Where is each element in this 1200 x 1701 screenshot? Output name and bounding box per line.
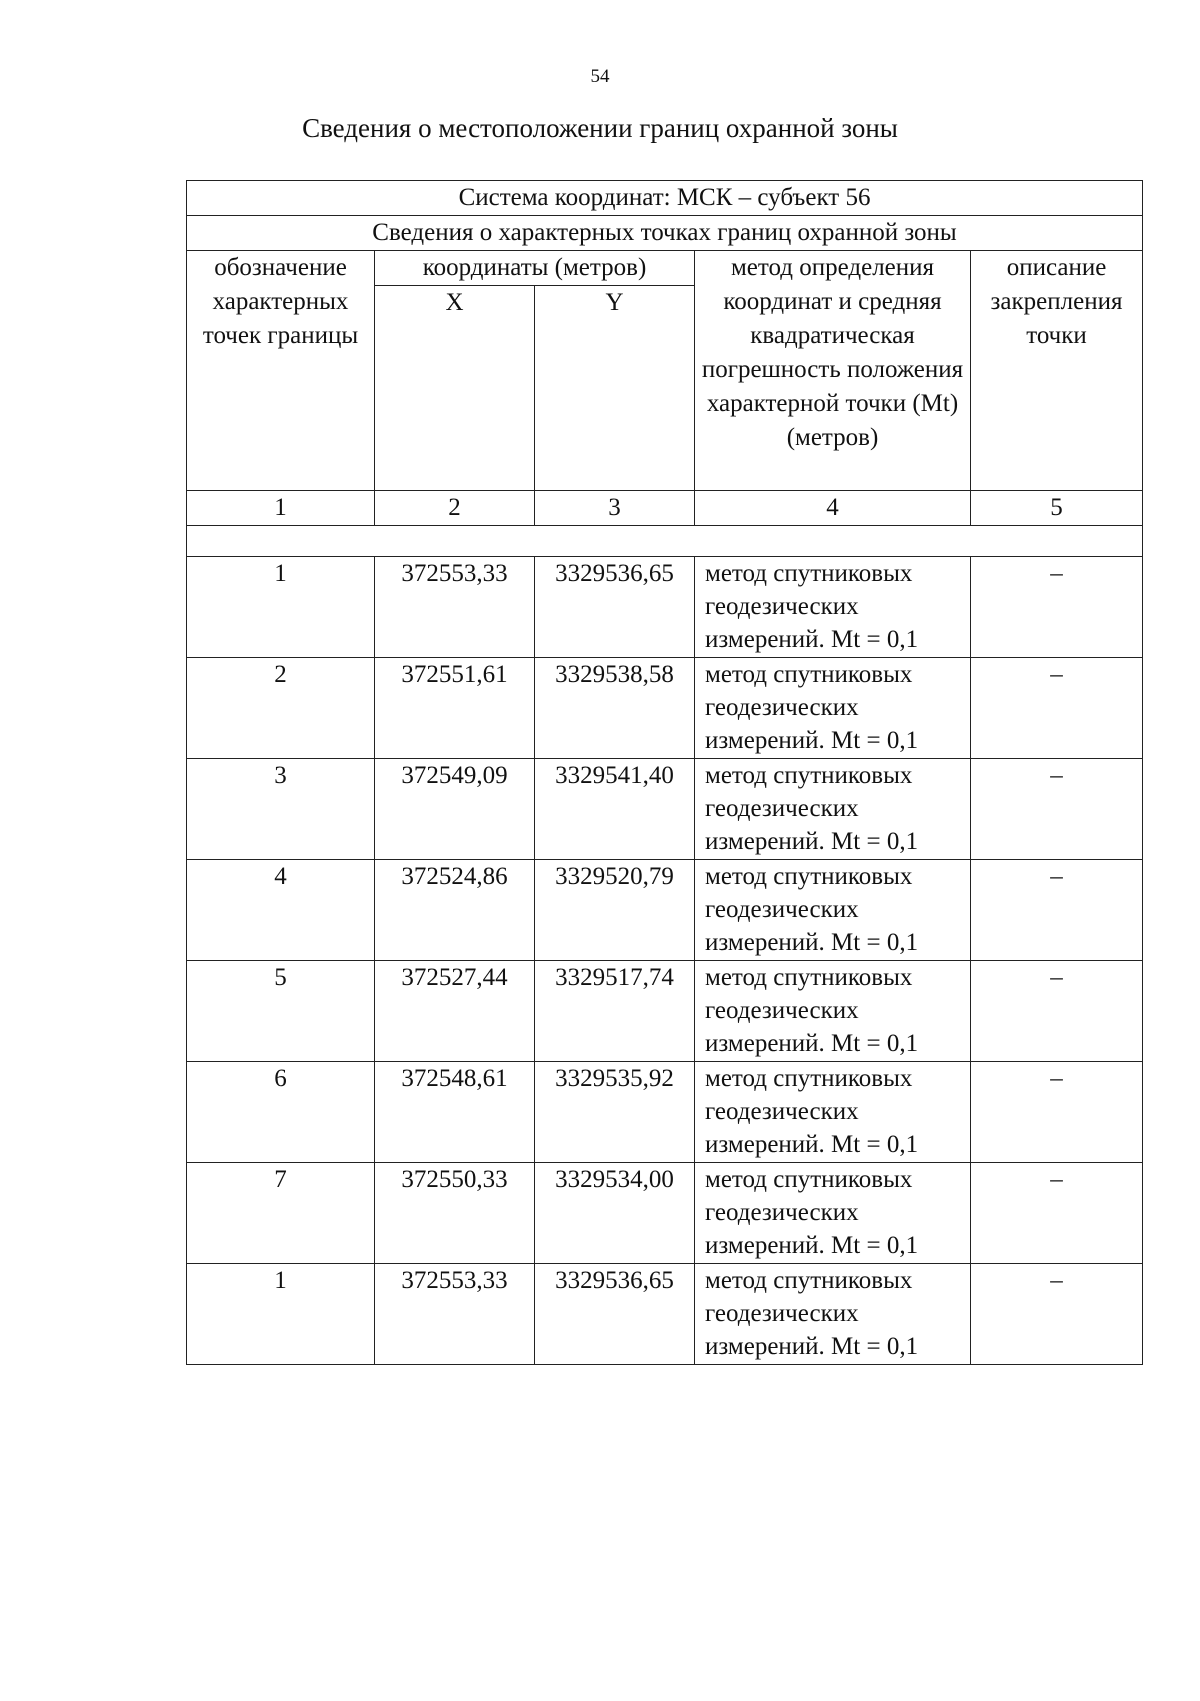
- table-row: [187, 860, 1143, 961]
- table-row: [187, 961, 1143, 1062]
- description-cell: –: [971, 860, 1143, 961]
- table-row: [187, 1062, 1143, 1163]
- description-cell: –: [971, 658, 1143, 759]
- header-description: описание закрепления точки: [971, 251, 1143, 491]
- method-cell: метод спутниковых геодезических измерений. Mt = 0,1: [695, 759, 971, 860]
- point-number-cell: 6: [187, 1062, 375, 1163]
- point-number-cell: 4: [187, 860, 375, 961]
- point-number-cell: 2: [187, 658, 375, 759]
- x-coordinate-cell: 372527,44: [375, 961, 535, 1062]
- description-cell: –: [971, 1163, 1143, 1264]
- x-coordinate-cell: 372550,33: [375, 1163, 535, 1264]
- header-method: метод определения координат и средняя квадратическая погрешность положения характерной точки (Mt) (метров): [695, 251, 971, 491]
- point-number-cell: 1: [187, 557, 375, 658]
- table-row: [187, 1264, 1143, 1365]
- x-coordinate-cell: 372551,61: [375, 658, 535, 759]
- column-number: 3: [535, 491, 695, 526]
- method-cell: метод спутниковых геодезических измерений. Mt = 0,1: [695, 1163, 971, 1264]
- y-coordinate-cell: 3329536,65: [535, 557, 695, 658]
- table-body: [187, 557, 1143, 1365]
- x-coordinate-cell: 372524,86: [375, 860, 535, 961]
- table-row: [187, 759, 1143, 860]
- column-number: 2: [375, 491, 535, 526]
- method-cell: метод спутниковых геодезических измерений. Mt = 0,1: [695, 1264, 971, 1365]
- method-cell: метод спутниковых геодезических измерений. Mt = 0,1: [695, 557, 971, 658]
- table-header: [187, 181, 1143, 557]
- description-cell: –: [971, 557, 1143, 658]
- point-number-cell: 1: [187, 1264, 375, 1365]
- table-row: [187, 1163, 1143, 1264]
- coordinate-system-cell: Система координат: МСК – субъект 56: [187, 181, 1143, 216]
- header-coordinates: координаты (метров): [375, 251, 695, 286]
- method-cell: метод спутниковых геодезических измерений. Mt = 0,1: [695, 658, 971, 759]
- document-title: Сведения о местоположении границ охранной зоны: [302, 113, 898, 143]
- point-number-cell: 3: [187, 759, 375, 860]
- x-coordinate-cell: 372553,33: [375, 1264, 535, 1365]
- table-row: [187, 557, 1143, 658]
- y-coordinate-cell: 3329517,74: [535, 961, 695, 1062]
- header-x: X: [375, 286, 535, 491]
- column-number: 5: [971, 491, 1143, 526]
- column-number: 4: [695, 491, 971, 526]
- x-coordinate-cell: 372548,61: [375, 1062, 535, 1163]
- description-cell: –: [971, 961, 1143, 1062]
- point-number-cell: 7: [187, 1163, 375, 1264]
- y-coordinate-cell: 3329534,00: [535, 1163, 695, 1264]
- y-coordinate-cell: 3329535,92: [535, 1062, 695, 1163]
- method-cell: метод спутниковых геодезических измерений. Mt = 0,1: [695, 860, 971, 961]
- coordinates-table: [186, 180, 1143, 1365]
- y-coordinate-cell: 3329536,65: [535, 1264, 695, 1365]
- x-coordinate-cell: 372553,33: [375, 557, 535, 658]
- column-numbers-row: [187, 491, 1143, 526]
- empty-cell: [187, 526, 1143, 557]
- point-number-cell: 5: [187, 961, 375, 1062]
- description-cell: –: [971, 1264, 1143, 1365]
- table-row: [187, 658, 1143, 759]
- column-number: 1: [187, 491, 375, 526]
- header-y: Y: [535, 286, 695, 491]
- y-coordinate-cell: 3329541,40: [535, 759, 695, 860]
- table-subtitle-cell: Сведения о характерных точках границ охранной зоны: [187, 216, 1143, 251]
- method-cell: метод спутниковых геодезических измерений. Mt = 0,1: [695, 961, 971, 1062]
- y-coordinate-cell: 3329520,79: [535, 860, 695, 961]
- y-coordinate-cell: 3329538,58: [535, 658, 695, 759]
- page-number: 54: [590, 66, 610, 87]
- empty-separator-row: [187, 526, 1143, 557]
- description-cell: –: [971, 759, 1143, 860]
- description-cell: –: [971, 1062, 1143, 1163]
- x-coordinate-cell: 372549,09: [375, 759, 535, 860]
- method-cell: метод спутниковых геодезических измерений. Mt = 0,1: [695, 1062, 971, 1163]
- header-point-designation: обозначение характерных точек границы: [187, 251, 375, 491]
